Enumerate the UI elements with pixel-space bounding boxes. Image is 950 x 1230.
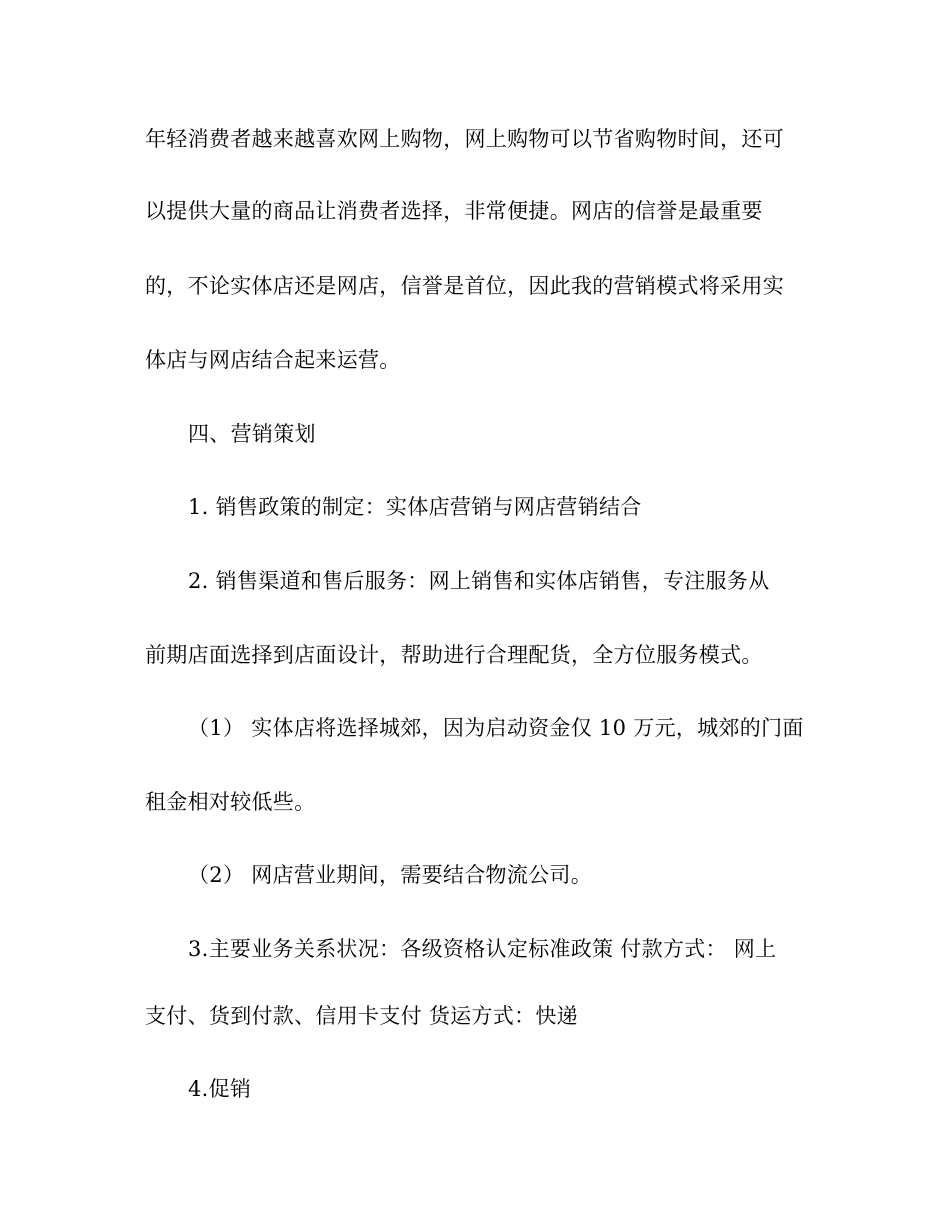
list-item-3-continued: 支付、货到付款、信用卡支付 货运方式：快递 [145, 1004, 578, 1028]
paragraph-line-4: 体店与网店结合起来运营。 [145, 348, 401, 372]
section-heading: 四、营销策划 [188, 422, 316, 446]
paragraph-line-2: 以提供大量的商品让消费者选择，非常便捷。网店的信誉是最重要 [145, 199, 763, 223]
list-item-4: 4.促销 [188, 1077, 252, 1101]
list-item-1: 1. 销售政策的制定：实体店营销与网店营销结合 [188, 495, 642, 519]
sub-item-1-continued: 租金相对较低些。 [145, 790, 316, 814]
paragraph-line-1: 年轻消费者越来越喜欢网上购物，网上购物可以节省购物时间，还可 [145, 127, 784, 151]
sub-item-2: （2） 网店营业期间，需要结合物流公司。 [188, 863, 593, 887]
list-item-3: 3.主要业务关系状况：各级资格认定标准政策 付款方式： 网上 [188, 937, 777, 961]
sub-item-1: （1） 实体店将选择城郊，因为启动资金仅 10 万元，城郊的门面 [188, 716, 804, 740]
list-item-2-continued: 前期店面选择到店面设计，帮助进行合理配货，全方位服务模式。 [145, 643, 763, 667]
paragraph-line-3: 的，不论实体店还是网店，信誉是首位，因此我的营销模式将采用实 [145, 274, 784, 298]
list-item-2: 2. 销售渠道和售后服务：网上销售和实体店销售，专注服务从 [188, 569, 770, 593]
